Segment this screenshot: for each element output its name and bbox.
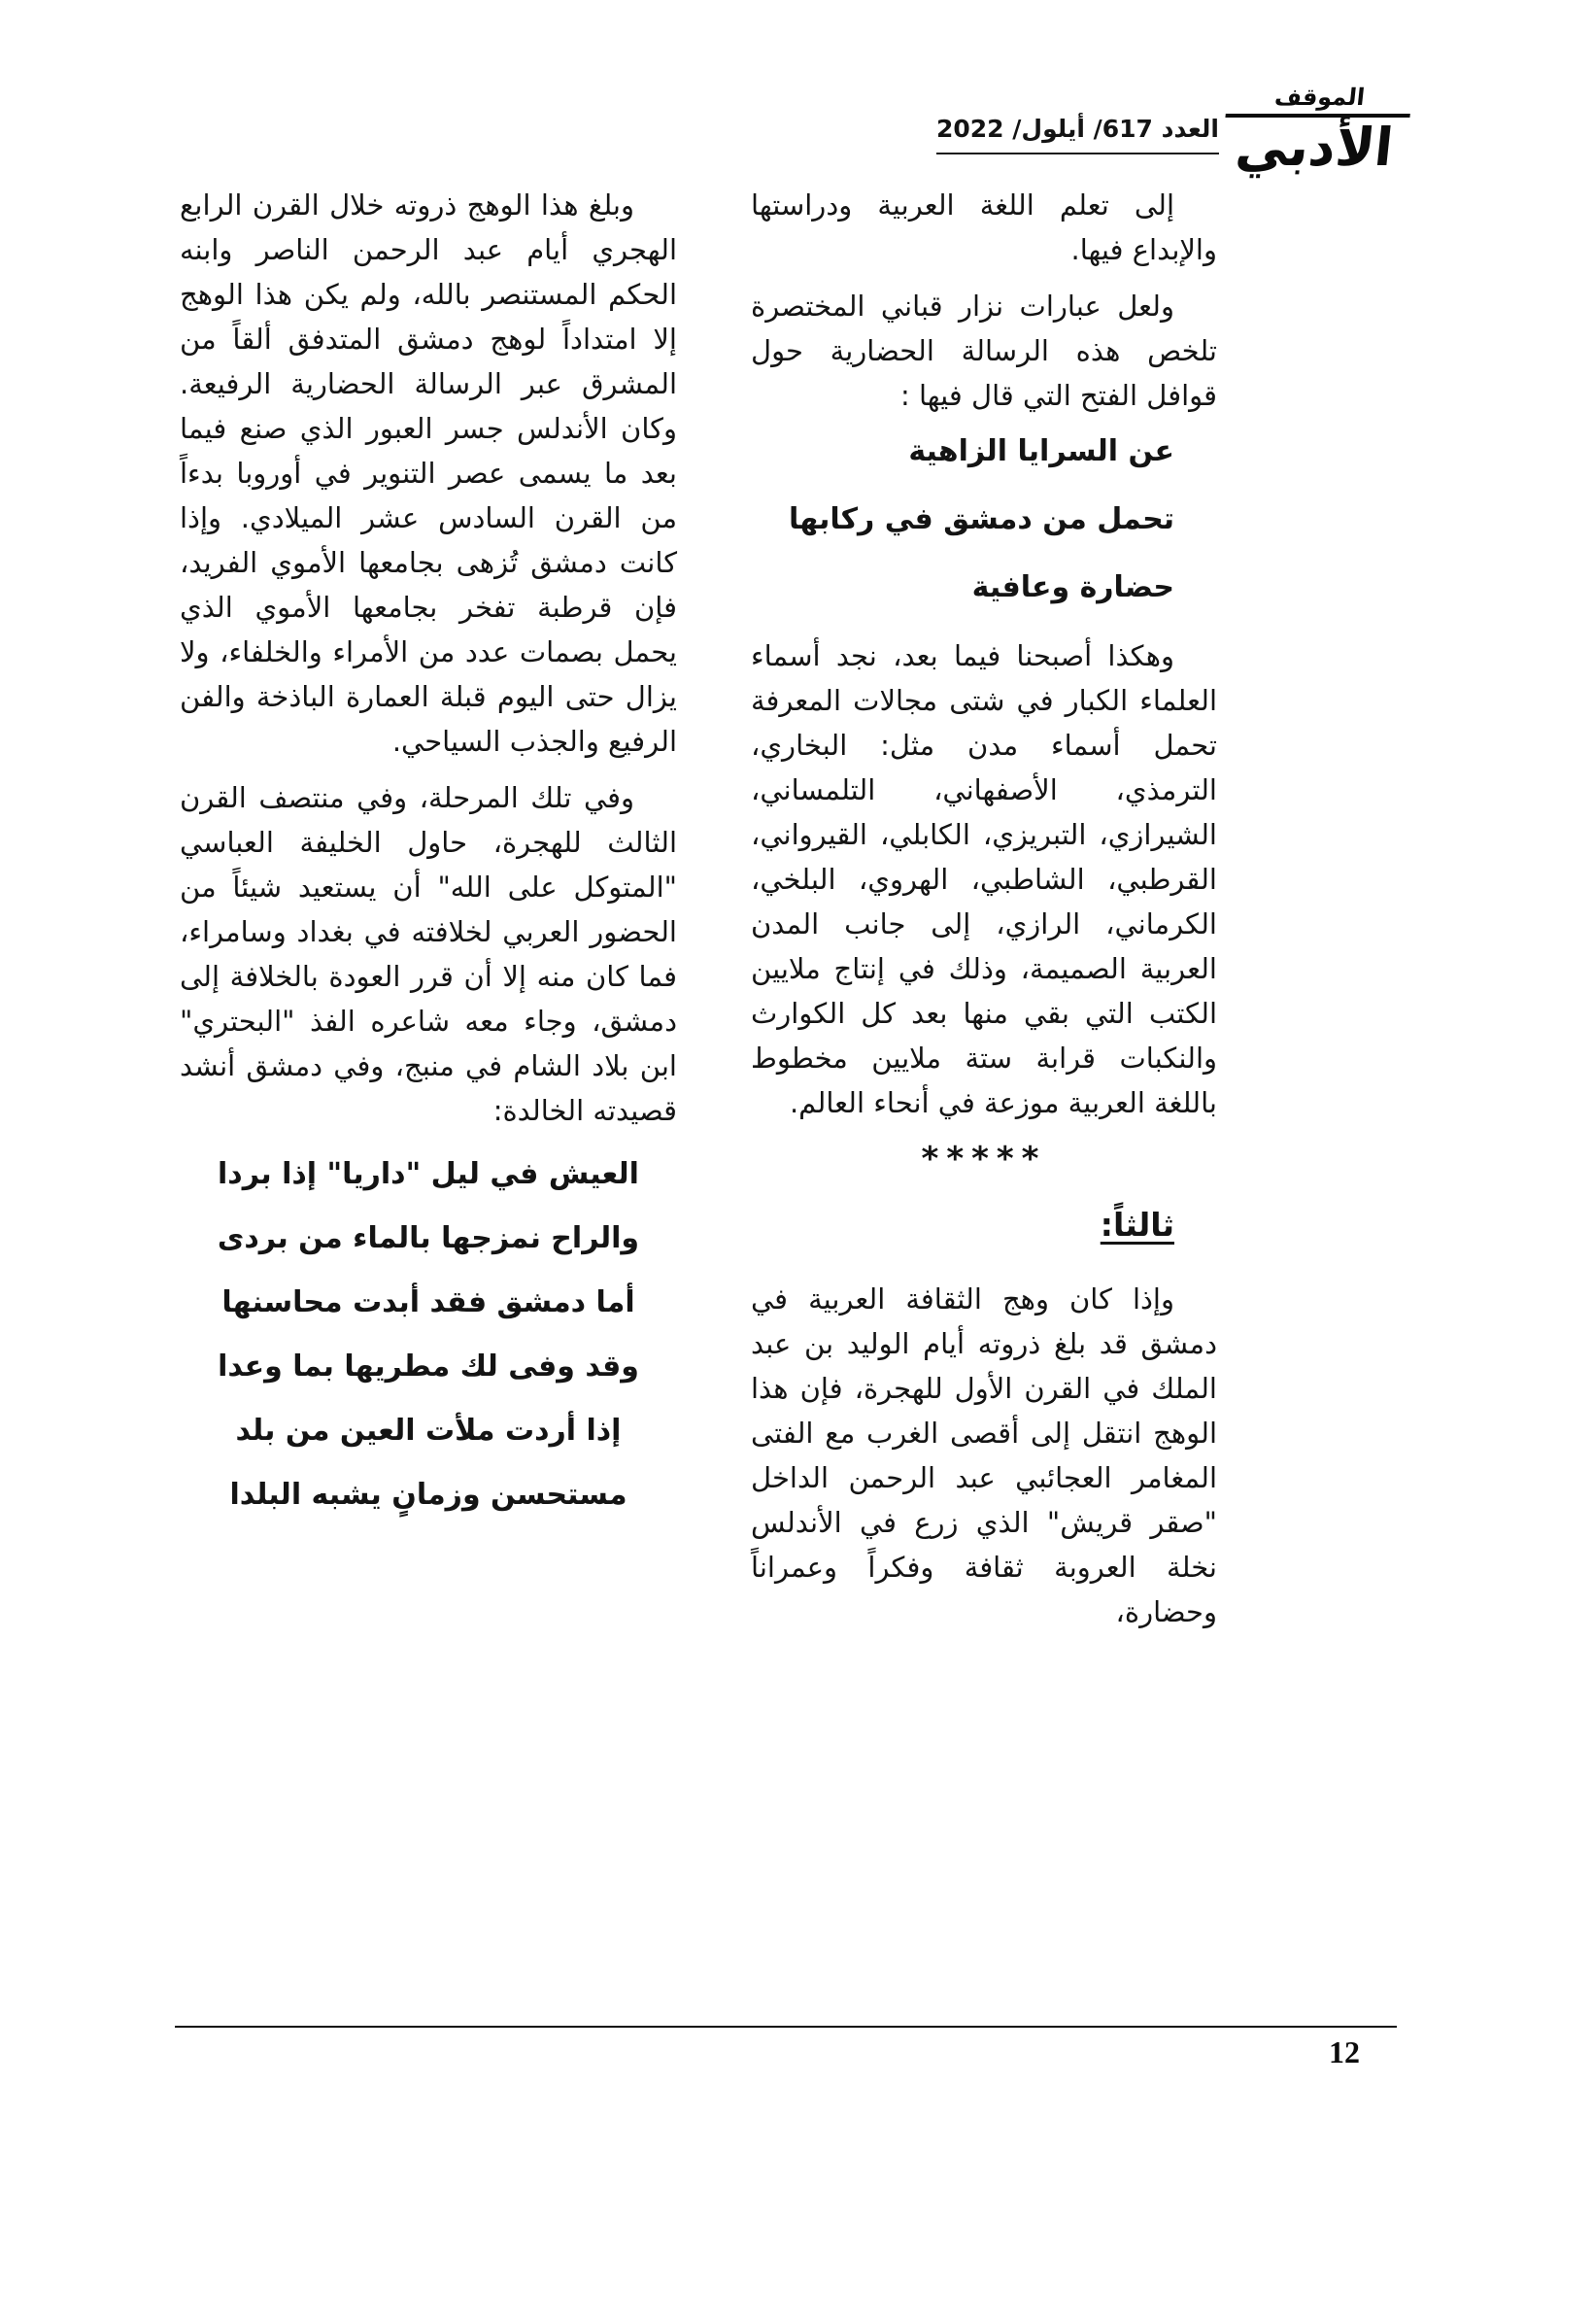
page-number: 12 [1329, 2034, 1360, 2069]
quoted-verses [751, 429, 1217, 610]
paragraph: وهكذا أصبحنا فيما بعد، نجد أسماء العلماء الكبار في شتى مجالات المعرفة تحمل أسماء مدن مثل: البخاري، الترمذي، الأصفهاني، التلمساني، الشيرازي، التبريزي، الكابلي، القيرواني، القرطبي، الشاطبي، الهروي، البلخي، الكرماني، الرازي، إلى جانب المدن العربية الصميمة، وذلك في إنتاج ملايين الكتب التي بقي منها بعد كل الكوارث والنكبات قرابة ستة ملايين مخطوط باللغة العربية موزعة في أنحاء العالم. [751, 639, 1217, 1119]
poem-line: أما دمشق فقد أبدت محاسنها [221, 1285, 635, 1319]
paragraph: ولعل عبارات نزار قباني المختصرة تلخص هذه الرسالة الحضارية حول قوافل الفتح التي قال فيها : [751, 290, 1217, 412]
footer-rule [175, 2026, 1397, 2028]
poem-line: والراح نمزجها بالماء من بردى [217, 1221, 640, 1255]
poem-block [180, 1152, 677, 1518]
paragraph: وبلغ هذا الوهج ذروته خلال القرن الرابع الهجري أيام عبد الرحمن الناصر وابنه الحكم المستنصر بالله، ولم يكن هذا الوهج إلا امتداداً لوهج دمشق المتدفق ألقاً من المشرق عبر الرسالة الحضارية الرفيعة. وكان الأندلس جسر العبور الذي صنع فيما بعد ما يسمى عصر التنوير في أوروبا بدءاً من القرن السادس عشر الميلادي. وإذا كانت دمشق تُزهى بجامعها الأموي الفريد، فإن قرطبة تفخر بجامعها الأموي الذي يحمل بصمات عدد من الأمراء والخلفاء، ولا يزال حتى اليوم قبلة العمارة الباذخة والفن الرفيع والجذب السياحي. [180, 188, 677, 758]
asterisk-separator: ***** [921, 1140, 1047, 1179]
article-body [180, 183, 1217, 1646]
verse-line: تحمل من دمشق في ركابها [789, 502, 1174, 536]
column-right [751, 183, 1217, 1646]
paragraph: إلى تعلم اللغة العربية ودراستها والإبداع فيها. [751, 188, 1217, 266]
issue-info: العدد 617/ أيلول/ 2022 [936, 115, 1219, 154]
section-heading: ثالثاً: [1100, 1206, 1174, 1244]
magazine-logo [1219, 84, 1413, 178]
magazine-logo-top-text: الموقف [1225, 84, 1413, 118]
verse-line: عن السرايا الزاهية [908, 434, 1174, 468]
verse-line: حضارة وعافية [971, 570, 1174, 604]
poem-line: مستحسن وزمانٍ يشبه البلدا [229, 1478, 627, 1512]
column-left [180, 183, 677, 1537]
paragraph: وإذا كان وهج الثقافة العربية في دمشق قد بلغ ذروته أيام الوليد بن عبد الملك في القرن الأول للهجرة، فإن هذا الوهج انتقل إلى أقصى الغرب مع الفتى المغامر العجائبي عبد الرحمن الداخل "صقر قريش" الذي زرع في الأندلس نخلة العروبة ثقافة وفكراً وعمراناً وحضارة، [751, 1282, 1217, 1628]
poem-line: إذا أردت ملأت العين من بلد [235, 1414, 622, 1448]
magazine-logo-bottom-text: الأدبي [1233, 117, 1397, 178]
poem-line: العيش في ليل "داريا" إذا بردا [218, 1157, 639, 1191]
poem-line: وقد وفى لك مطريها بما وعدا [218, 1350, 639, 1384]
paragraph: وفي تلك المرحلة، وفي منتصف القرن الثالث للهجرة، حاول الخليفة العباسي "المتوكل على الله" أن يستعيد شيئاً من الحضور العربي لخلافته في بغداد وسامراء، فما كان منه إلا أن قرر العودة بالخلافة إلى دمشق، وجاء معه شاعره الفذ "البحتري" ابن بلاد الشام في منبج، وفي دمشق أنشد قصيدته الخالدة: [180, 781, 677, 1127]
